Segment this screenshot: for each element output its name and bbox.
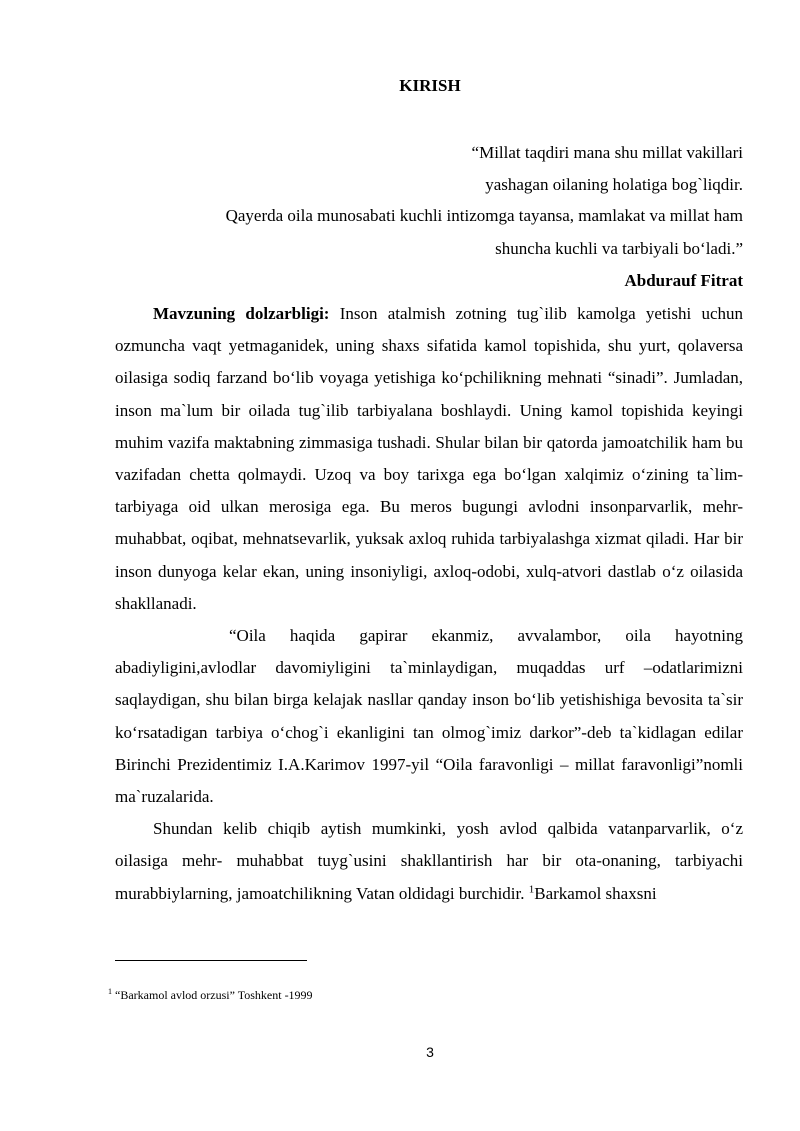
footnote <box>108 988 313 1003</box>
conclusion-tail: Barkamol shaxsni <box>534 883 657 903</box>
paragraph-quote: “Oila haqida gapirar ekanmiz, avvalambor, oila hayotning abadiyligini,avlodlar davomiyligini ta`minlaydigan, muqaddas urf –odatlarimizni saqlaydigan, shu bilan birga kelajak nasllar qanday inson bo‘lib yetishishiga bevosita ta`sir ko‘rsatadigan tarbiya o‘chog`i ekanligini tan olmog`imiz darkor”-deb ta`kidlagan edilar Birinchi Prezidentimiz I.A.Karimov 1997-yil “Oila faravonligi – millat faravonligi”nomli ma`ruzalarida. <box>115 626 743 807</box>
page-title: KIRISH <box>399 76 461 95</box>
epigraph-line-2: yashagan oilaning holatiga bog`liqdir. <box>485 175 743 194</box>
epigraph-line-1: “Millat taqdiri mana shu millat vakillari <box>471 143 743 162</box>
relevance-text: Inson atalmish zotning tug`ilib kamolga yetishi uchun ozmuncha vaqt yetmaganidek, uning shaxs sifatida kamol topishida, shu yurt, qolaversa oilasiga sodiq farzand bo‘lib voyaga yetishiga ko‘pchilikning mehnati “sinadi”. Jumladan, inson ma`lum bir oilada tug`ilib tarbiyalana boshlaydi. Uning kamol topishida keyingi muhim vazifa maktabning zimmasiga tushadi. Shular bilan bir qatorda jamoatchilik ham bu vazifadan chetta qolmaydi. Uzoq va boy tarixga ega bo‘lgan xalqimiz o‘zining ta`lim-tarbiyaga oid ulkan merosiga ega. Bu meros bugungi avlodni insonparvarlik, mehr-muhabbat, oqibat, mehnatsevarlik, yuksak axloq ruhida tarbiyalashga xizmat qiladi. Har bir inson dunyoga kelar ekan, uning insoniyligi, axloq-odobi, xulq-atvori dastlab o‘z oilasida shakllanadi. <box>115 304 744 613</box>
relevance-heading: Mavzuning dolzarbligi: <box>153 304 330 323</box>
body-text <box>115 298 743 910</box>
footnote-mark: 1 <box>108 987 112 996</box>
footnote-text: “Barkamol avlod orzusi” Toshkent -1999 <box>112 988 313 1002</box>
epigraph-line-3: Qayerda oila munosabati kuchli intizomga tayansa, mamlakat va millat ham <box>225 206 743 225</box>
epigraph-author: Abdurauf Fitrat <box>624 271 743 290</box>
paragraph-relevance <box>115 298 743 620</box>
page-number: 3 <box>426 1044 434 1060</box>
footnote-separator <box>115 960 307 961</box>
epigraph-line-4: shuncha kuchli va tarbiyali bo‘ladi.” <box>495 239 743 258</box>
footnote-reference[interactable]: 1 <box>528 883 535 895</box>
paragraph-conclusion <box>115 813 743 910</box>
conclusion-text: Shundan kelib chiqib aytish mumkinki, yosh avlod qalbida vatanparvarlik, o‘z oilasiga mehr- muhabbat tuyg`usini shakllantirish har bir ota-onaning, tarbiyachi murabbiylarning, jamoatchilikning Vatan oldidagi burchidir. <box>115 819 743 903</box>
